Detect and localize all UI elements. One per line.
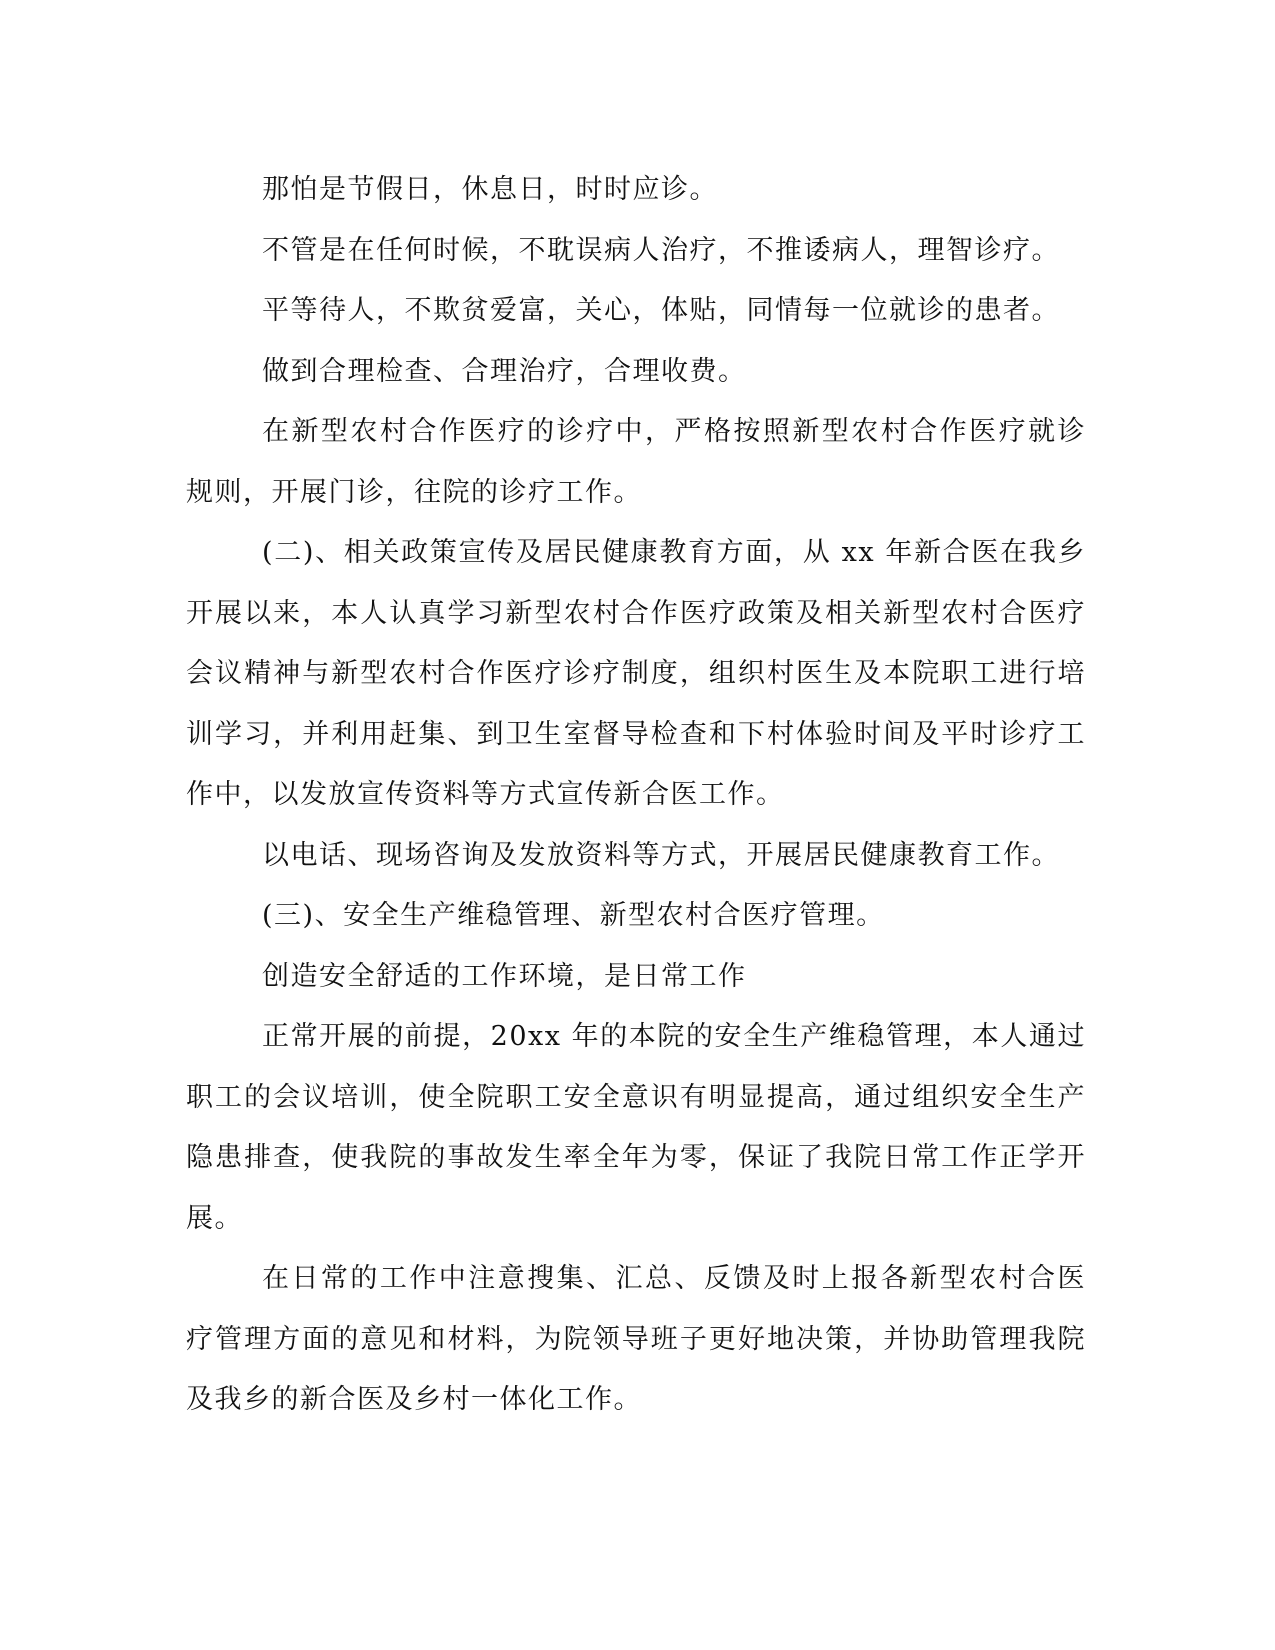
- paragraph-7: 以电话、现场咨询及发放资料等方式，开展居民健康教育工作。: [262, 839, 1060, 871]
- paragraph-4: 做到合理检查、合理治疗，合理收费。: [262, 355, 747, 387]
- paragraph-1: 那怕是节假日，休息日，时时应诊。: [262, 174, 718, 205]
- document-body: [186, 160, 1086, 1431]
- paragraph-3: 平等待人，不欺贫爱富，关心，体贴，同情每一位就诊的患者。: [262, 295, 1060, 326]
- paragraph-9: 创造安全舒适的工作环境，是日常工作: [262, 960, 747, 992]
- paragraph-11: 在日常的工作中注意搜集、汇总、反馈及时上报各新型农村合医疗管理方面的意见和材料，为院领导班子更好地决策，并协助管理我院及我乡的新合医及乡村一体化工作。: [186, 1263, 1086, 1415]
- paragraph-10: 正常开展的前提，20xx 年的本院的安全生产维稳管理，本人通过职工的会议培训，使全院职工安全意识有明显提高，通过组织安全生产隐患排查，使我院的事故发生率全年为零，保证了我院日常工作正学开展。: [186, 1021, 1086, 1234]
- paragraph-8: (三)、安全生产维稳管理、新型农村合医疗管理。: [262, 900, 885, 931]
- paragraph-5: 在新型农村合作医疗的诊疗中，严格按照新型农村合作医疗就诊规则，开展门诊，往院的诊疗工作。: [186, 416, 1086, 508]
- paragraph-6: (二)、相关政策宣传及居民健康教育方面，从 xx 年新合医在我乡开展以来，本人认真学习新型农村合作医疗政策及相关新型农村合医疗会议精神与新型农村合作医疗诊疗制度，组织村医生及本院职工进行培训学习，并利用赶集、到卫生室督导检查和下村体验时间及平时诊疗工作中，以发放宣传资料等方式宣传新合医工作。: [186, 537, 1086, 810]
- paragraph-2: 不管是在任何时候，不耽误病人治疗，不推诿病人，理智诊疗。: [262, 234, 1060, 266]
